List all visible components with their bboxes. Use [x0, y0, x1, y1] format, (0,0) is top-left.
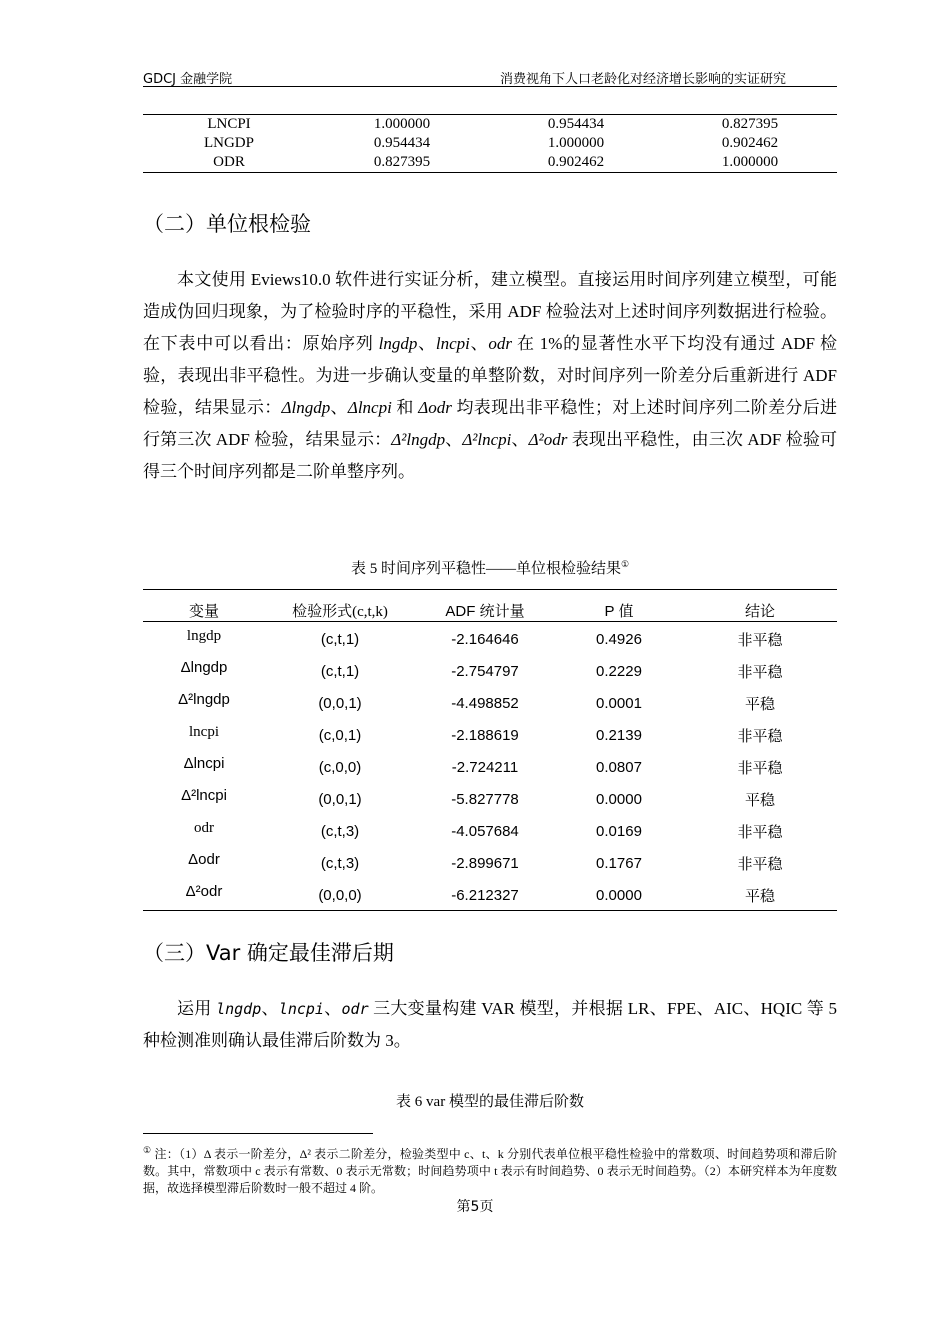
- header-rule: [143, 86, 837, 87]
- cell-p-value: 0.4926: [596, 631, 642, 648]
- cell-p-value: 0.2229: [596, 663, 642, 680]
- variable-d-odr: Δodr: [418, 398, 452, 417]
- cell-adf: -5.827778: [451, 791, 519, 808]
- table-row: [143, 134, 837, 153]
- cell-test-form: (c,0,1): [318, 727, 362, 744]
- cell-adf: -4.057684: [451, 823, 519, 840]
- text-run: 、: [445, 430, 463, 449]
- cell-test-form: (0,0,1): [318, 695, 362, 712]
- cell-adf: -6.212327: [451, 887, 519, 904]
- table-cell: LNCPI: [207, 116, 251, 132]
- table-row: [143, 718, 837, 750]
- cell-test-form: (c,t,3): [320, 823, 360, 840]
- cell-conclusion: 非平稳: [737, 729, 783, 745]
- cell-conclusion: 非平稳: [737, 857, 783, 873]
- cell-adf: -2.188619: [451, 727, 519, 744]
- table-row: [143, 115, 837, 134]
- cell-adf: -2.899671: [451, 855, 519, 872]
- table-cell: 0.954434: [373, 135, 431, 151]
- table-cell: 1.000000: [373, 116, 431, 132]
- text-run: 、: [417, 334, 436, 353]
- page-number: 第5页: [456, 1199, 494, 1215]
- variable-lngdp: lngdp: [216, 1000, 262, 1018]
- cell-conclusion: 平稳: [744, 793, 775, 809]
- table-header: [143, 590, 837, 622]
- table-body: [143, 622, 837, 910]
- cell-conclusion: 非平稳: [737, 761, 783, 777]
- table6-caption: 表 6 var 模型的最佳滞后阶数: [396, 1094, 584, 1110]
- variable-odr: odr: [488, 334, 512, 353]
- table-cell: 0.902462: [547, 154, 605, 170]
- text-run: 均表现出非平稳性；对上述时间序列二阶差分后进行第三次 ADF 检验，结果显示：: [143, 398, 838, 449]
- table-row: [143, 878, 837, 910]
- cell-adf: -2.164646: [451, 631, 519, 648]
- cell-conclusion: 平稳: [744, 889, 775, 905]
- cell-p-value: 0.0001: [596, 695, 642, 712]
- table-cell: 0.902462: [721, 135, 779, 151]
- footnote-text: 注：（1）Δ 表示一阶差分，Δ² 表示二阶差分，检验类型中 c、t、k 分别代表单位根平稳性检验中的常数项、时间趋势项和滞后阶数。其中，常数项中 c 表示有常数、0 表示无常数；时间趋势项中 t 表示有时间趋势、0 表示无时间趋势。（2）本研究样本为年度数据，故选择模型滞后阶数时一般不超过 4 阶。: [143, 1147, 837, 1195]
- table-row: [143, 814, 837, 846]
- text-run: 、: [323, 999, 342, 1018]
- text-run: 三大变量构建 VAR 模型，并根据 LR、FPE、AIC、HQIC 等 5 种检测准则确认最佳滞后阶数为 3。: [143, 999, 838, 1050]
- text-run: 、: [511, 430, 529, 449]
- table-cell: 0.954434: [547, 116, 605, 132]
- cell-p-value: 0.0807: [596, 759, 642, 776]
- variable-odr: odr: [341, 1000, 369, 1018]
- cell-conclusion: 非平稳: [737, 825, 783, 841]
- cell-variable: Δodr: [188, 851, 220, 868]
- col-header-adf: ADF 统计量: [445, 603, 525, 620]
- cell-p-value: 0.0169: [596, 823, 642, 840]
- variable-d-lncpi: Δlncpi: [347, 398, 392, 417]
- header-left: GDCJ 金融学院: [143, 72, 233, 87]
- cell-p-value: 0.0000: [596, 887, 642, 904]
- table-row: [143, 750, 837, 782]
- cell-adf: -2.724211: [451, 759, 519, 776]
- cell-variable: Δlncpi: [183, 755, 225, 772]
- variable-dd-lngdp: Δ²lngdp: [391, 430, 446, 449]
- cell-variable: lncpi: [189, 724, 219, 740]
- cell-variable: odr: [194, 820, 214, 836]
- table-row: [143, 622, 837, 654]
- cell-variable: lngdp: [186, 628, 222, 644]
- col-header-variable: 变量: [188, 604, 219, 620]
- table-cell: 0.827395: [373, 154, 431, 170]
- table-row: [143, 782, 837, 814]
- paragraph-var-lag: [143, 993, 837, 1057]
- cell-conclusion: 非平稳: [737, 665, 783, 681]
- cell-variable: Δ²lngdp: [178, 691, 230, 708]
- paragraph-text: [143, 993, 837, 1057]
- table-cell: LNGDP: [203, 135, 254, 151]
- cell-test-form: (c,t,1): [320, 631, 360, 648]
- text-run: 、: [469, 334, 489, 353]
- cell-p-value: 0.2139: [596, 727, 642, 744]
- cell-test-form: (c,0,0): [318, 759, 362, 776]
- footnote-ref: ①: [620, 559, 630, 569]
- paragraph-unit-root: [143, 264, 837, 488]
- text-run: 本文使用 Eviews10.0 软件进行实证分析，建立模型。直接运用时间序列建立模型，可能造成伪回归现象，为了检验时序的平稳性，采用 ADF 检验法对上述时间序列数据进行检验。在下表中可以看出：原始序列: [143, 270, 837, 353]
- text-run: 、: [330, 398, 348, 417]
- cell-test-form: (c,t,1): [320, 663, 360, 680]
- table5-caption: [143, 557, 837, 578]
- variable-lncpi: lncpi: [278, 1000, 324, 1018]
- text-run: 和: [391, 398, 419, 417]
- cell-variable: Δ²odr: [185, 883, 223, 900]
- text-run: 表现出平稳性，由三次 ADF 检验可得三个时间序列都是二阶单整序列。: [143, 430, 837, 481]
- cell-conclusion: 非平稳: [737, 633, 783, 649]
- cell-p-value: 0.0000: [596, 791, 642, 808]
- cell-test-form: (c,t,3): [320, 855, 360, 872]
- cell-test-form: (0,0,1): [318, 791, 362, 808]
- text-run: 运用: [177, 999, 217, 1018]
- section-title-unit-root: （二）单位根检验: [143, 212, 311, 236]
- footnote-rule: [143, 1133, 373, 1134]
- cell-adf: -2.754797: [451, 663, 519, 680]
- text-run: 在 1%的显著性水平下均没有通过 ADF 检验，表现出非平稳性。为进一步确认变量的单整阶数，对时间序列一阶差分后重新进行 ADF 检验，结果显示：: [143, 334, 837, 417]
- col-header-conclusion: 结论: [744, 604, 775, 620]
- variable-dd-odr: Δ²odr: [528, 430, 568, 449]
- footnote-mark: ①: [143, 1145, 152, 1155]
- section-title-var-lag: （三）Var 确定最佳滞后期: [143, 941, 394, 965]
- table-row: [143, 686, 837, 718]
- variable-lngdp: lngdp: [378, 334, 418, 353]
- footnote: [143, 1142, 837, 1197]
- table-row: [143, 846, 837, 878]
- table-cell: ODR: [213, 154, 245, 170]
- col-header-p: P 值: [604, 603, 634, 620]
- table-row: [143, 654, 837, 686]
- table-row: [143, 153, 837, 172]
- correlation-table: [143, 114, 837, 173]
- cell-adf: -4.498852: [451, 695, 519, 712]
- variable-d-lngdp: Δlngdp: [281, 398, 331, 417]
- header-right: 消费视角下人口老龄化对经济增长影响的实证研究: [499, 72, 786, 87]
- variable-lncpi: lncpi: [435, 334, 470, 353]
- paragraph-text: [143, 264, 837, 488]
- cell-conclusion: 平稳: [744, 697, 775, 713]
- table-cell: 1.000000: [721, 154, 779, 170]
- cell-variable: Δ²lncpi: [181, 787, 227, 804]
- table-cell: 0.827395: [721, 116, 779, 132]
- col-header-test-form: 检验形式(c,t,k): [292, 604, 388, 620]
- caption-text: 表 5 时间序列平稳性——单位根检验结果: [350, 561, 621, 577]
- table-cell: 1.000000: [547, 135, 605, 151]
- cell-p-value: 0.1767: [596, 855, 642, 872]
- cell-variable: Δlngdp: [180, 659, 228, 676]
- cell-test-form: (0,0,0): [318, 887, 362, 904]
- unit-root-table: [143, 589, 837, 911]
- variable-dd-lncpi: Δ²lncpi: [462, 430, 512, 449]
- text-run: 、: [261, 999, 279, 1018]
